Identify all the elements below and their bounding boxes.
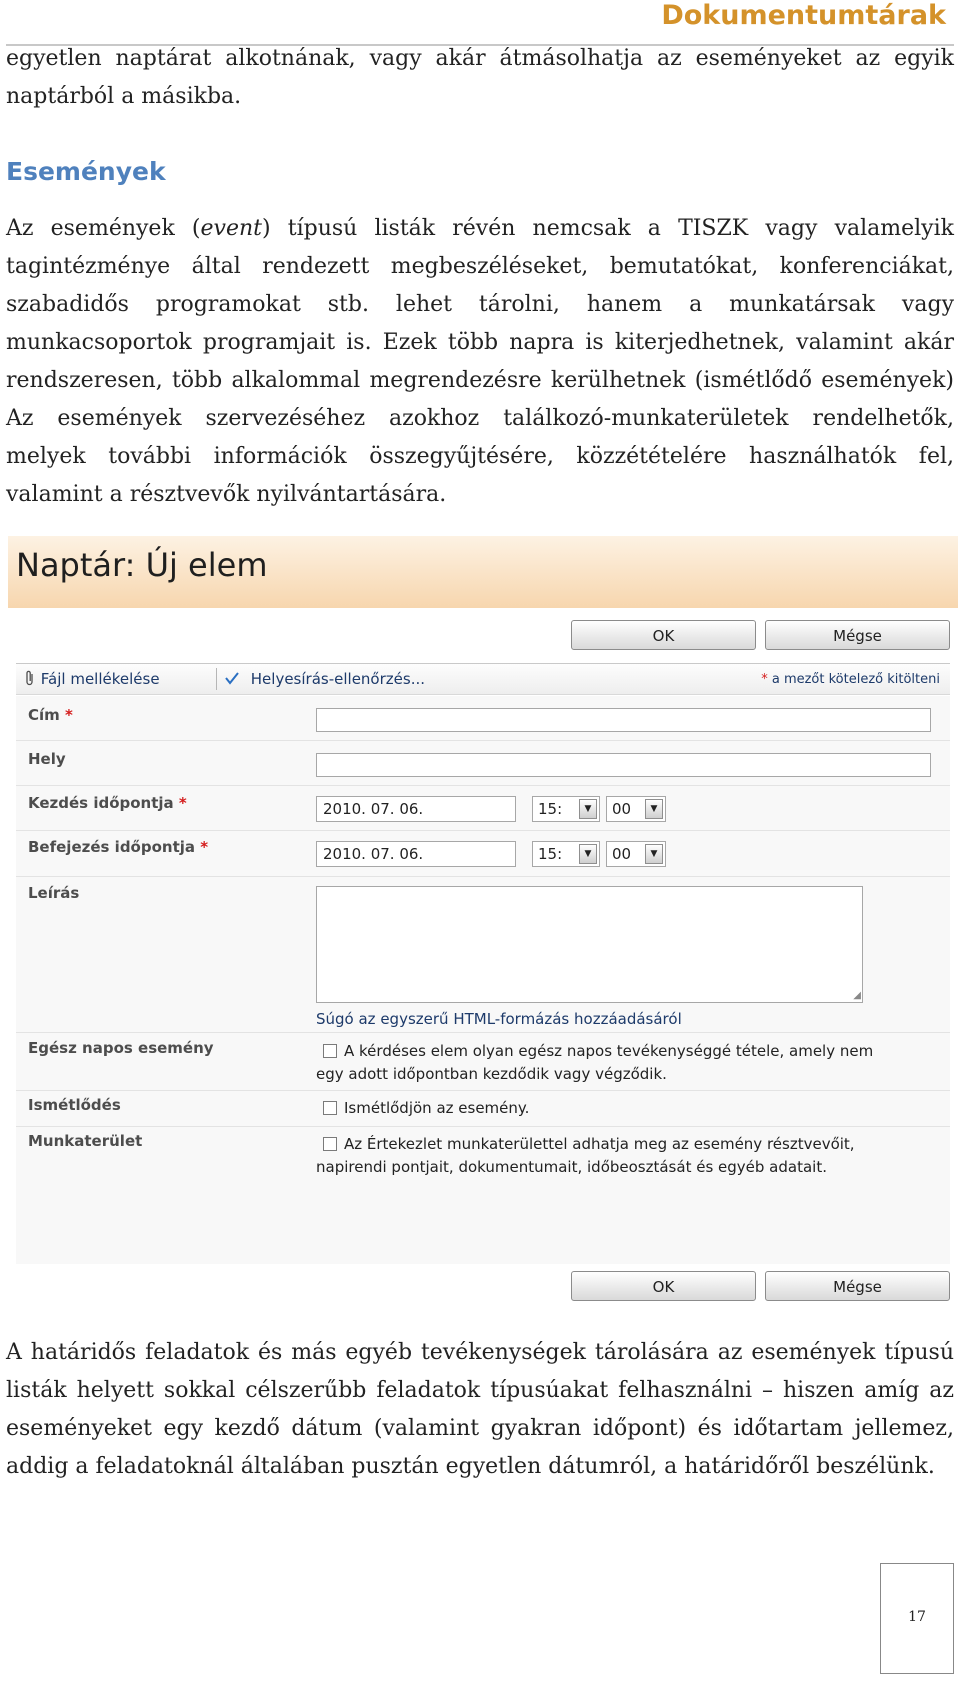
end-minute-value: 00 bbox=[612, 845, 632, 863]
allday-label: Egész napos esemény bbox=[28, 1039, 214, 1057]
events-paragraph-rest: ) típusú listák révén nemcsak a TISZK vagy valamelyik tagintézménye által rendezett megbeszéléseket, bemutatókat, konferenciákat, szabadidős programokat stb. lehet tárolni, hanem a munkatársak vagy munkacsoportok programjait is. Ezek több napra is kiterjedhetnek, valamint akár rendszeresen, több alkalommal megrendezésre kerülhetnek (ismétlődő események) Az események szervezéséhez azokhoz találkozó-munkaterületek rendelhetők, melyek további információk összegyűjtésére, közzétételére használhatók fel, valamint a résztvevők nyilvántartására. bbox=[6, 216, 954, 507]
dropdown-arrow-icon: ▼ bbox=[579, 844, 597, 864]
spell-check-button[interactable] bbox=[224, 670, 425, 688]
required-star: * bbox=[761, 672, 768, 687]
location-field-label: Hely bbox=[28, 750, 66, 768]
allday-description: A kérdéses elem olyan egész napos tevékenységgé tétele, amely nem egy adott időpontban kezdődik vagy végződik. bbox=[316, 1042, 874, 1083]
start-minute-select[interactable] bbox=[606, 796, 666, 822]
ok-button-bottom[interactable]: OK bbox=[571, 1271, 756, 1301]
description-label: Leírás bbox=[28, 884, 80, 902]
page-number-box bbox=[880, 1563, 954, 1674]
title-input[interactable] bbox=[316, 708, 931, 732]
header-brand: Dokumentumtárak bbox=[661, 0, 946, 31]
resize-grip-icon[interactable]: ◢ bbox=[853, 990, 861, 1001]
end-date-input[interactable]: 2010. 07. 06. bbox=[316, 841, 516, 867]
paperclip-icon bbox=[24, 670, 41, 688]
dropdown-arrow-icon: ▼ bbox=[579, 799, 597, 819]
row-separator bbox=[16, 740, 950, 741]
start-label-text: Kezdés időpontja bbox=[28, 794, 174, 812]
html-help-link[interactable]: Súgó az egyszerű HTML-formázás hozzáadásáról bbox=[316, 1010, 682, 1028]
intro-paragraph: egyetlen naptárat alkotnának, vagy akár átmásolhatja az eseményeket az egyik naptárból a másikba. bbox=[6, 46, 954, 109]
dropdown-arrow-icon: ▼ bbox=[645, 844, 663, 864]
recurrence-label: Ismétlődés bbox=[28, 1096, 121, 1114]
page-number: 17 bbox=[908, 1609, 926, 1625]
end-required-star: * bbox=[200, 838, 209, 856]
events-paragraph-start: Az események ( bbox=[6, 216, 201, 241]
closing-paragraph: A határidős feladatok és más egyéb tevékenységek tárolására az események típusú listák helyett sokkal célszerűbb feladatok típusúakat felhasználni – hiszen amíg az eseményeket egy kezdő dátum (valamint gyakran időpont) és időtartam jellemez, addig a feladatoknál általában pusztán egyetlen dátumról, a határidőről beszélünk. bbox=[6, 1340, 954, 1479]
row-separator bbox=[16, 785, 950, 786]
cancel-button-top[interactable]: Mégse bbox=[765, 620, 950, 650]
row-separator bbox=[16, 1032, 950, 1033]
start-minute-value: 00 bbox=[612, 800, 632, 818]
attach-file-button[interactable] bbox=[24, 670, 160, 688]
workspace-description: Az Értekezlet munkaterülettel adhatja meg az esemény résztvevőit, napirendi pontjait, dokumentumait, időbeosztását és egyéb adatait. bbox=[316, 1135, 855, 1176]
row-separator bbox=[16, 1126, 950, 1127]
title-field-label bbox=[28, 706, 73, 724]
end-label-text: Befejezés időpontja bbox=[28, 838, 196, 856]
end-hour-select[interactable] bbox=[532, 841, 600, 867]
workspace-label: Munkaterület bbox=[28, 1132, 143, 1150]
spell-check-label: Helyesírás-ellenőrzés... bbox=[250, 670, 425, 688]
end-time-label bbox=[28, 838, 208, 856]
row-separator bbox=[16, 830, 950, 831]
form-title-bar bbox=[8, 536, 958, 608]
title-label-text: Cím bbox=[28, 706, 60, 724]
location-input[interactable] bbox=[316, 753, 931, 777]
end-hour-value: 15: bbox=[538, 845, 563, 863]
start-hour-select[interactable] bbox=[532, 796, 600, 822]
spell-check-icon bbox=[224, 670, 251, 688]
description-textarea[interactable] bbox=[316, 886, 863, 1003]
start-time-label bbox=[28, 794, 187, 812]
toolbar-separator bbox=[216, 668, 217, 690]
row-separator bbox=[16, 876, 950, 877]
ok-button-top[interactable]: OK bbox=[571, 620, 756, 650]
recurrence-description: Ismétlődjön az esemény. bbox=[344, 1099, 530, 1117]
form-title: Naptár: Új elem bbox=[16, 546, 268, 584]
start-hour-value: 15: bbox=[538, 800, 563, 818]
dropdown-arrow-icon: ▼ bbox=[645, 799, 663, 819]
end-minute-select[interactable] bbox=[606, 841, 666, 867]
title-required-star: * bbox=[65, 706, 73, 724]
start-date-input[interactable]: 2010. 07. 06. bbox=[316, 796, 516, 822]
start-required-star: * bbox=[178, 794, 187, 812]
required-note bbox=[761, 672, 940, 687]
calendar-form-screenshot bbox=[8, 536, 958, 1308]
events-paragraph bbox=[6, 210, 954, 514]
row-separator bbox=[16, 1090, 950, 1091]
attach-file-label: Fájl mellékelése bbox=[40, 670, 160, 688]
form-body bbox=[16, 696, 950, 1264]
cancel-button-bottom[interactable]: Mégse bbox=[765, 1271, 950, 1301]
form-toolbar bbox=[16, 663, 950, 695]
required-note-text: a mezőt kötelező kitölteni bbox=[771, 672, 940, 687]
events-paragraph-em: event bbox=[200, 216, 262, 241]
section-heading: Események bbox=[6, 157, 166, 186]
